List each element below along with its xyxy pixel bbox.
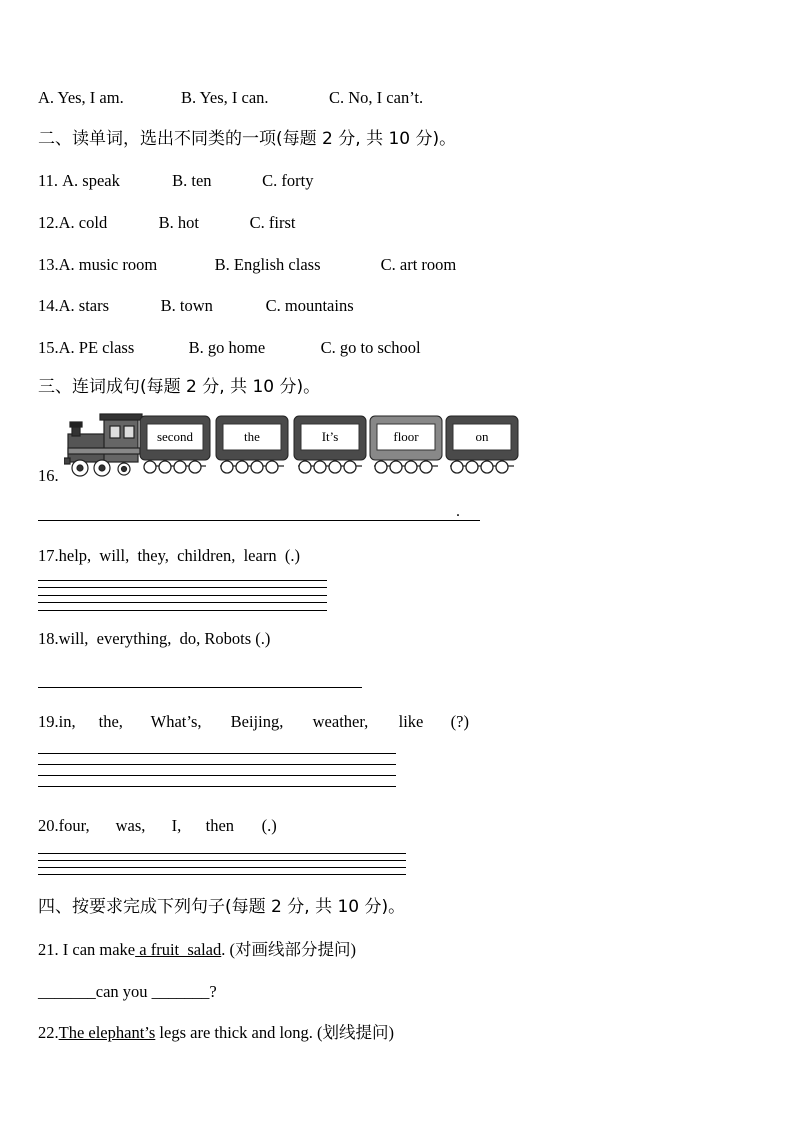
sentence-post: . (对画线部分提问) xyxy=(221,940,357,959)
question-21 xyxy=(38,940,356,960)
option-b: B. ten xyxy=(172,171,212,190)
word: (.) xyxy=(261,816,277,835)
option-b: B. go home xyxy=(188,338,266,357)
question-number: 18. xyxy=(38,629,59,648)
word: What’s, xyxy=(150,712,202,731)
answer-end: ? xyxy=(209,982,217,1001)
train-illustration xyxy=(64,412,524,480)
question-number: 14. xyxy=(38,296,59,315)
question-18 xyxy=(38,629,270,649)
question-words: help, will, they, children, learn (.) xyxy=(58,546,300,565)
option-a: A. cold xyxy=(58,213,108,232)
question-14 xyxy=(38,296,354,316)
word: then xyxy=(205,816,235,835)
option-c: C. first xyxy=(249,213,296,232)
answer-line xyxy=(38,587,327,588)
answer-blank[interactable]: _______ xyxy=(151,982,210,1001)
answer-line xyxy=(38,610,327,611)
car-word: on xyxy=(475,429,489,444)
locomotive xyxy=(64,414,142,476)
question-22 xyxy=(38,1023,394,1043)
answer-line xyxy=(38,874,406,875)
underlined-phrase: The elephant’s xyxy=(58,1023,156,1042)
question-number: 13. xyxy=(38,255,59,274)
word: the, xyxy=(98,712,123,731)
section2-heading: 二、读单词，选出不同类的一项(每题 2 分, 共 10 分)。 xyxy=(38,129,457,149)
question-15 xyxy=(38,338,421,358)
train-car-5 xyxy=(446,416,518,460)
question-number: 19. xyxy=(38,712,59,731)
train-car-4 xyxy=(370,416,442,460)
car-word: floor xyxy=(393,429,419,444)
underlined-phrase: a fruit salad xyxy=(135,940,222,959)
answer-line xyxy=(38,775,396,776)
answer-middle: can you xyxy=(95,982,152,1001)
answer-line[interactable] xyxy=(38,753,396,754)
option-c: C. go to school xyxy=(320,338,421,357)
end-period: . xyxy=(456,503,460,520)
question-17 xyxy=(38,546,300,566)
train-car-2 xyxy=(216,416,288,460)
train-wheels xyxy=(144,461,514,473)
word: four, xyxy=(58,816,90,835)
q10-option-a: A. Yes, I am. xyxy=(38,88,124,107)
answer-line xyxy=(38,602,327,603)
section3-heading: 三、连词成句(每题 2 分, 共 10 分)。 xyxy=(38,377,321,397)
question-12 xyxy=(38,213,295,233)
question-number: 20. xyxy=(38,816,59,835)
option-c: C. forty xyxy=(262,171,314,190)
word: I, xyxy=(171,816,182,835)
option-b: B. hot xyxy=(158,213,199,232)
question-13 xyxy=(38,255,456,275)
answer-line[interactable] xyxy=(38,853,406,854)
q10-option-b: B. Yes, I can. xyxy=(181,88,269,107)
train-car-3 xyxy=(294,416,366,460)
train-car-1 xyxy=(140,416,210,460)
q10-option-c: C. No, I can’t. xyxy=(329,88,424,107)
question-16-number: 16. xyxy=(38,466,59,485)
word: was, xyxy=(115,816,146,835)
word: in, xyxy=(58,712,76,731)
question-11 xyxy=(38,171,313,191)
question-words: will, everything, do, Robots (.) xyxy=(58,629,271,648)
answer-line[interactable] xyxy=(38,520,480,521)
car-word: It’s xyxy=(321,429,339,444)
word: like xyxy=(398,712,424,731)
option-a: A. speak xyxy=(62,171,120,190)
question-number: 22. xyxy=(38,1023,59,1042)
option-a: A. music room xyxy=(58,255,158,274)
answer-line[interactable] xyxy=(38,580,327,581)
sentence-post: legs are thick and long. (划线提问) xyxy=(155,1023,395,1042)
option-b: B. town xyxy=(160,296,213,315)
word: Beijing, xyxy=(230,712,284,731)
question-number: 11. xyxy=(38,171,59,190)
answer-line xyxy=(38,786,396,787)
answer-line[interactable] xyxy=(38,687,362,688)
question-19 xyxy=(38,712,469,732)
question-21-answer xyxy=(38,982,217,1002)
question-number: 12. xyxy=(38,213,59,232)
word: (?) xyxy=(450,712,469,731)
question-number: 21. xyxy=(38,940,59,959)
answer-blank[interactable]: _______ xyxy=(38,982,96,1001)
option-c: C. mountains xyxy=(265,296,354,315)
sentence-pre: I can make xyxy=(58,940,136,959)
word: weather, xyxy=(312,712,369,731)
q10-options xyxy=(38,88,423,108)
question-number: 17. xyxy=(38,546,59,565)
section4-heading: 四、按要求完成下列句子(每题 2 分, 共 10 分)。 xyxy=(38,897,406,917)
question-number: 15. xyxy=(38,338,59,357)
answer-line xyxy=(38,764,396,765)
answer-line xyxy=(38,595,327,596)
option-c: C. art room xyxy=(380,255,457,274)
car-word: second xyxy=(156,429,194,444)
option-a: A. stars xyxy=(58,296,110,315)
option-a: A. PE class xyxy=(58,338,135,357)
question-20 xyxy=(38,816,277,836)
answer-line xyxy=(38,867,406,868)
car-word: the xyxy=(244,429,260,444)
option-b: B. English class xyxy=(214,255,321,274)
answer-line xyxy=(38,860,406,861)
